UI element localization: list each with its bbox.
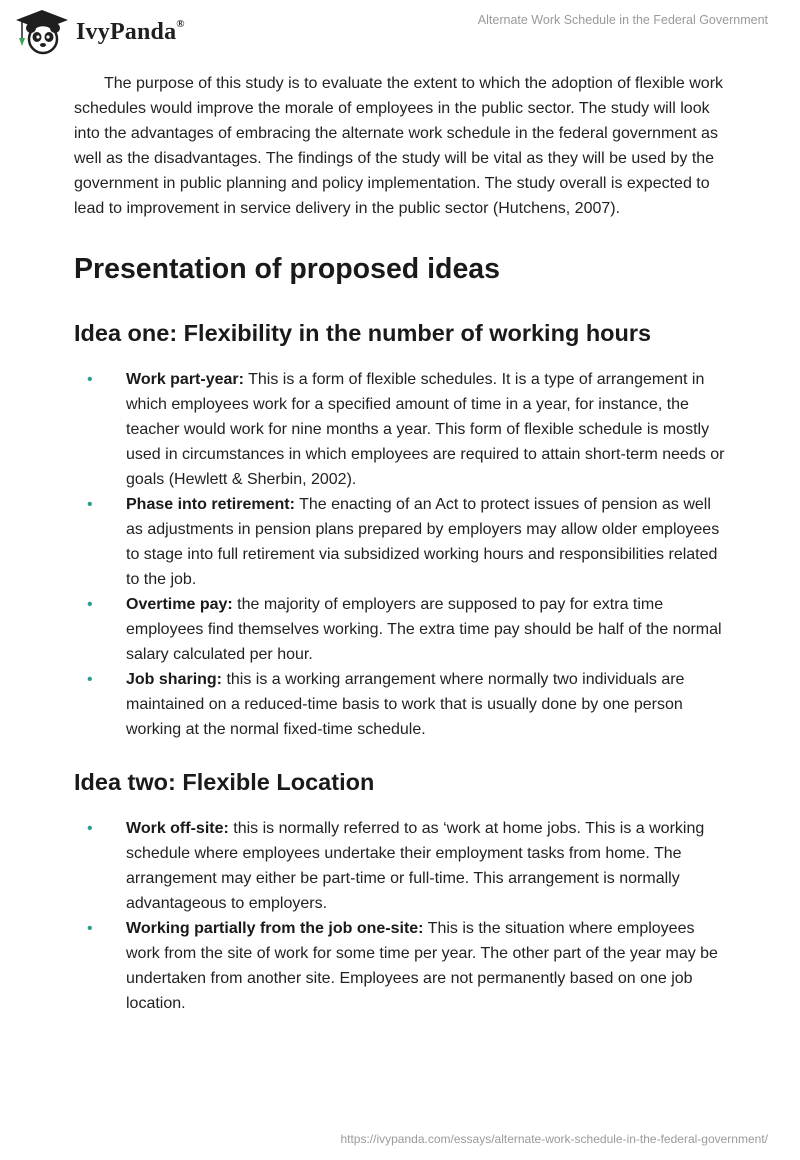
page-header	[0, 0, 800, 60]
ivypanda-logo[interactable]	[14, 8, 185, 56]
bullet-icon: •	[87, 596, 93, 613]
brand-name: IvyPanda®	[76, 17, 185, 45]
idea-two-list	[74, 816, 726, 1016]
bullet-icon: •	[87, 820, 93, 837]
list-item-text: the majority of employers are supposed to pay for extra time employees find themselves working. The extra time pay should be half of the normal salary calculated per hour.	[126, 596, 722, 663]
list-item	[74, 667, 726, 742]
bullet-icon: •	[87, 920, 93, 937]
panda-graduate-icon	[14, 8, 70, 56]
document-title: Alternate Work Schedule in the Federal Government	[477, 13, 768, 27]
bullet-icon: •	[87, 371, 93, 388]
intro-paragraph: The purpose of this study is to evaluate the extent to which the adoption of flexible work schedules would improve the morale of employees in the public sector. The study will look into the advantages of embracing the alternate work schedule in the federal government as well as the disadvantages. The findings of the study will be vital as they will be used by the government in public planning and policy implementation. The study overall is expected to lead to improvement in service delivery in the public sector (Hutchens, 2007).	[74, 75, 724, 217]
list-item-term: Phase into retirement:	[126, 496, 295, 513]
list-item	[74, 492, 726, 592]
list-item-text: this is normally referred to as ‘work at home jobs. This is a working schedule where employees undertake their employment tasks from home. The arrangement may either be part-time or full-time. This arrangement is normally advantageous to employers.	[126, 820, 705, 912]
list-item-term: Overtime pay:	[126, 596, 233, 613]
idea-one-heading: Idea one: Flexibility in the number of working hours	[74, 320, 652, 346]
list-item-text: this is a working arrangement where normally two individuals are maintained on a reduced-time basis to work that is usually done by one person working at the normal fixed-time schedule.	[126, 671, 685, 738]
bullet-icon: •	[87, 496, 93, 513]
idea-one-list	[74, 367, 726, 742]
list-item-term: Work part-year:	[126, 371, 244, 388]
section-heading: Presentation of proposed ideas	[74, 253, 500, 285]
list-item	[74, 916, 726, 1016]
list-item-term: Working partially from the job one-site:	[126, 920, 424, 937]
list-item-text: The enacting of an Act to protect issues of pension as well as adjustments in pension plans prepared by employers may allow older employees to stage into full retirement via subsidized working hours and responsibilities related to the job.	[126, 496, 720, 588]
list-item-term: Job sharing:	[126, 671, 223, 688]
list-item-term: Work off-site:	[126, 820, 229, 837]
essay-content	[74, 71, 726, 1016]
list-item	[74, 816, 726, 916]
idea-two-heading: Idea two: Flexible Location	[74, 769, 375, 795]
list-item-text: This is a form of flexible schedules. It is a type of arrangement in which employees work for a specified amount of time in a year, for instance, the teacher would work for nine months a year. This form of flexible schedule is mostly used in circumstances in which employees are required to attain short-term needs or goals (Hewlett & Sherbin, 2002).	[126, 371, 725, 488]
list-item	[74, 367, 726, 492]
list-item	[74, 592, 726, 667]
registered-mark: ®	[176, 17, 185, 30]
source-url-link[interactable]: https://ivypanda.com/essays/alternate-work-schedule-in-the-federal-government/	[340, 1132, 768, 1146]
bullet-icon: •	[87, 671, 93, 688]
list-item-text: This is the situation where employees work from the site of work for some time per year. The other part of the year may be undertaken from another site. Employees are not permanently based on one job location.	[126, 920, 718, 1012]
